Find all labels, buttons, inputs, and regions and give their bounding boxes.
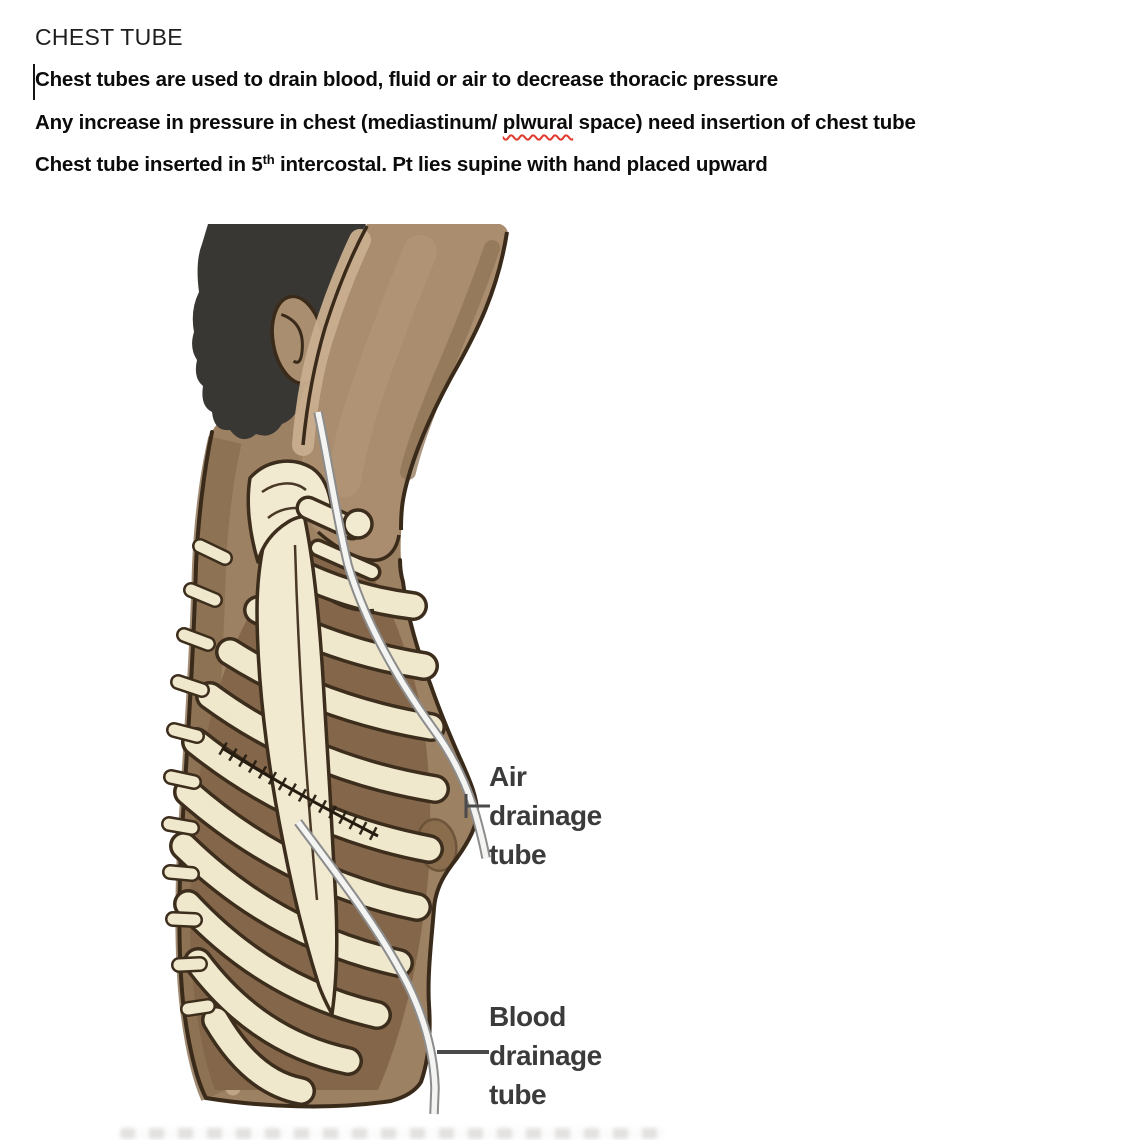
blood-tube-label-line: drainage [489, 1040, 602, 1071]
air-tube-label-line: tube [489, 839, 547, 870]
doc-line-segment: intercostal. Pt lies supine with hand placed upward [274, 153, 768, 176]
page-title[interactable]: CHEST TUBE [35, 24, 183, 50]
misspelled-word[interactable]: plwural [502, 111, 574, 134]
blood-tube-label-line: Blood [489, 1001, 566, 1032]
air-tube-label-line: drainage [489, 800, 602, 831]
doc-line-segment: Any increase in pressure in chest (mediastinum/ [35, 111, 503, 134]
doc-line-segment: space) need insertion of chest tube [573, 111, 916, 134]
superscript-ordinal: th [262, 152, 275, 167]
cut-off-text-remnant [120, 1128, 665, 1139]
blood-tube-label-line: tube [489, 1079, 547, 1110]
air-tube-label-line: Air [489, 761, 527, 792]
doc-line[interactable]: Chest tubes are used to drain blood, fluid or air to decrease thoracic pressure [35, 68, 778, 91]
doc-line-segment: Chest tube inserted in 5 [35, 153, 263, 176]
blood-tube-label [489, 997, 602, 1114]
air-tube-label [489, 757, 602, 874]
